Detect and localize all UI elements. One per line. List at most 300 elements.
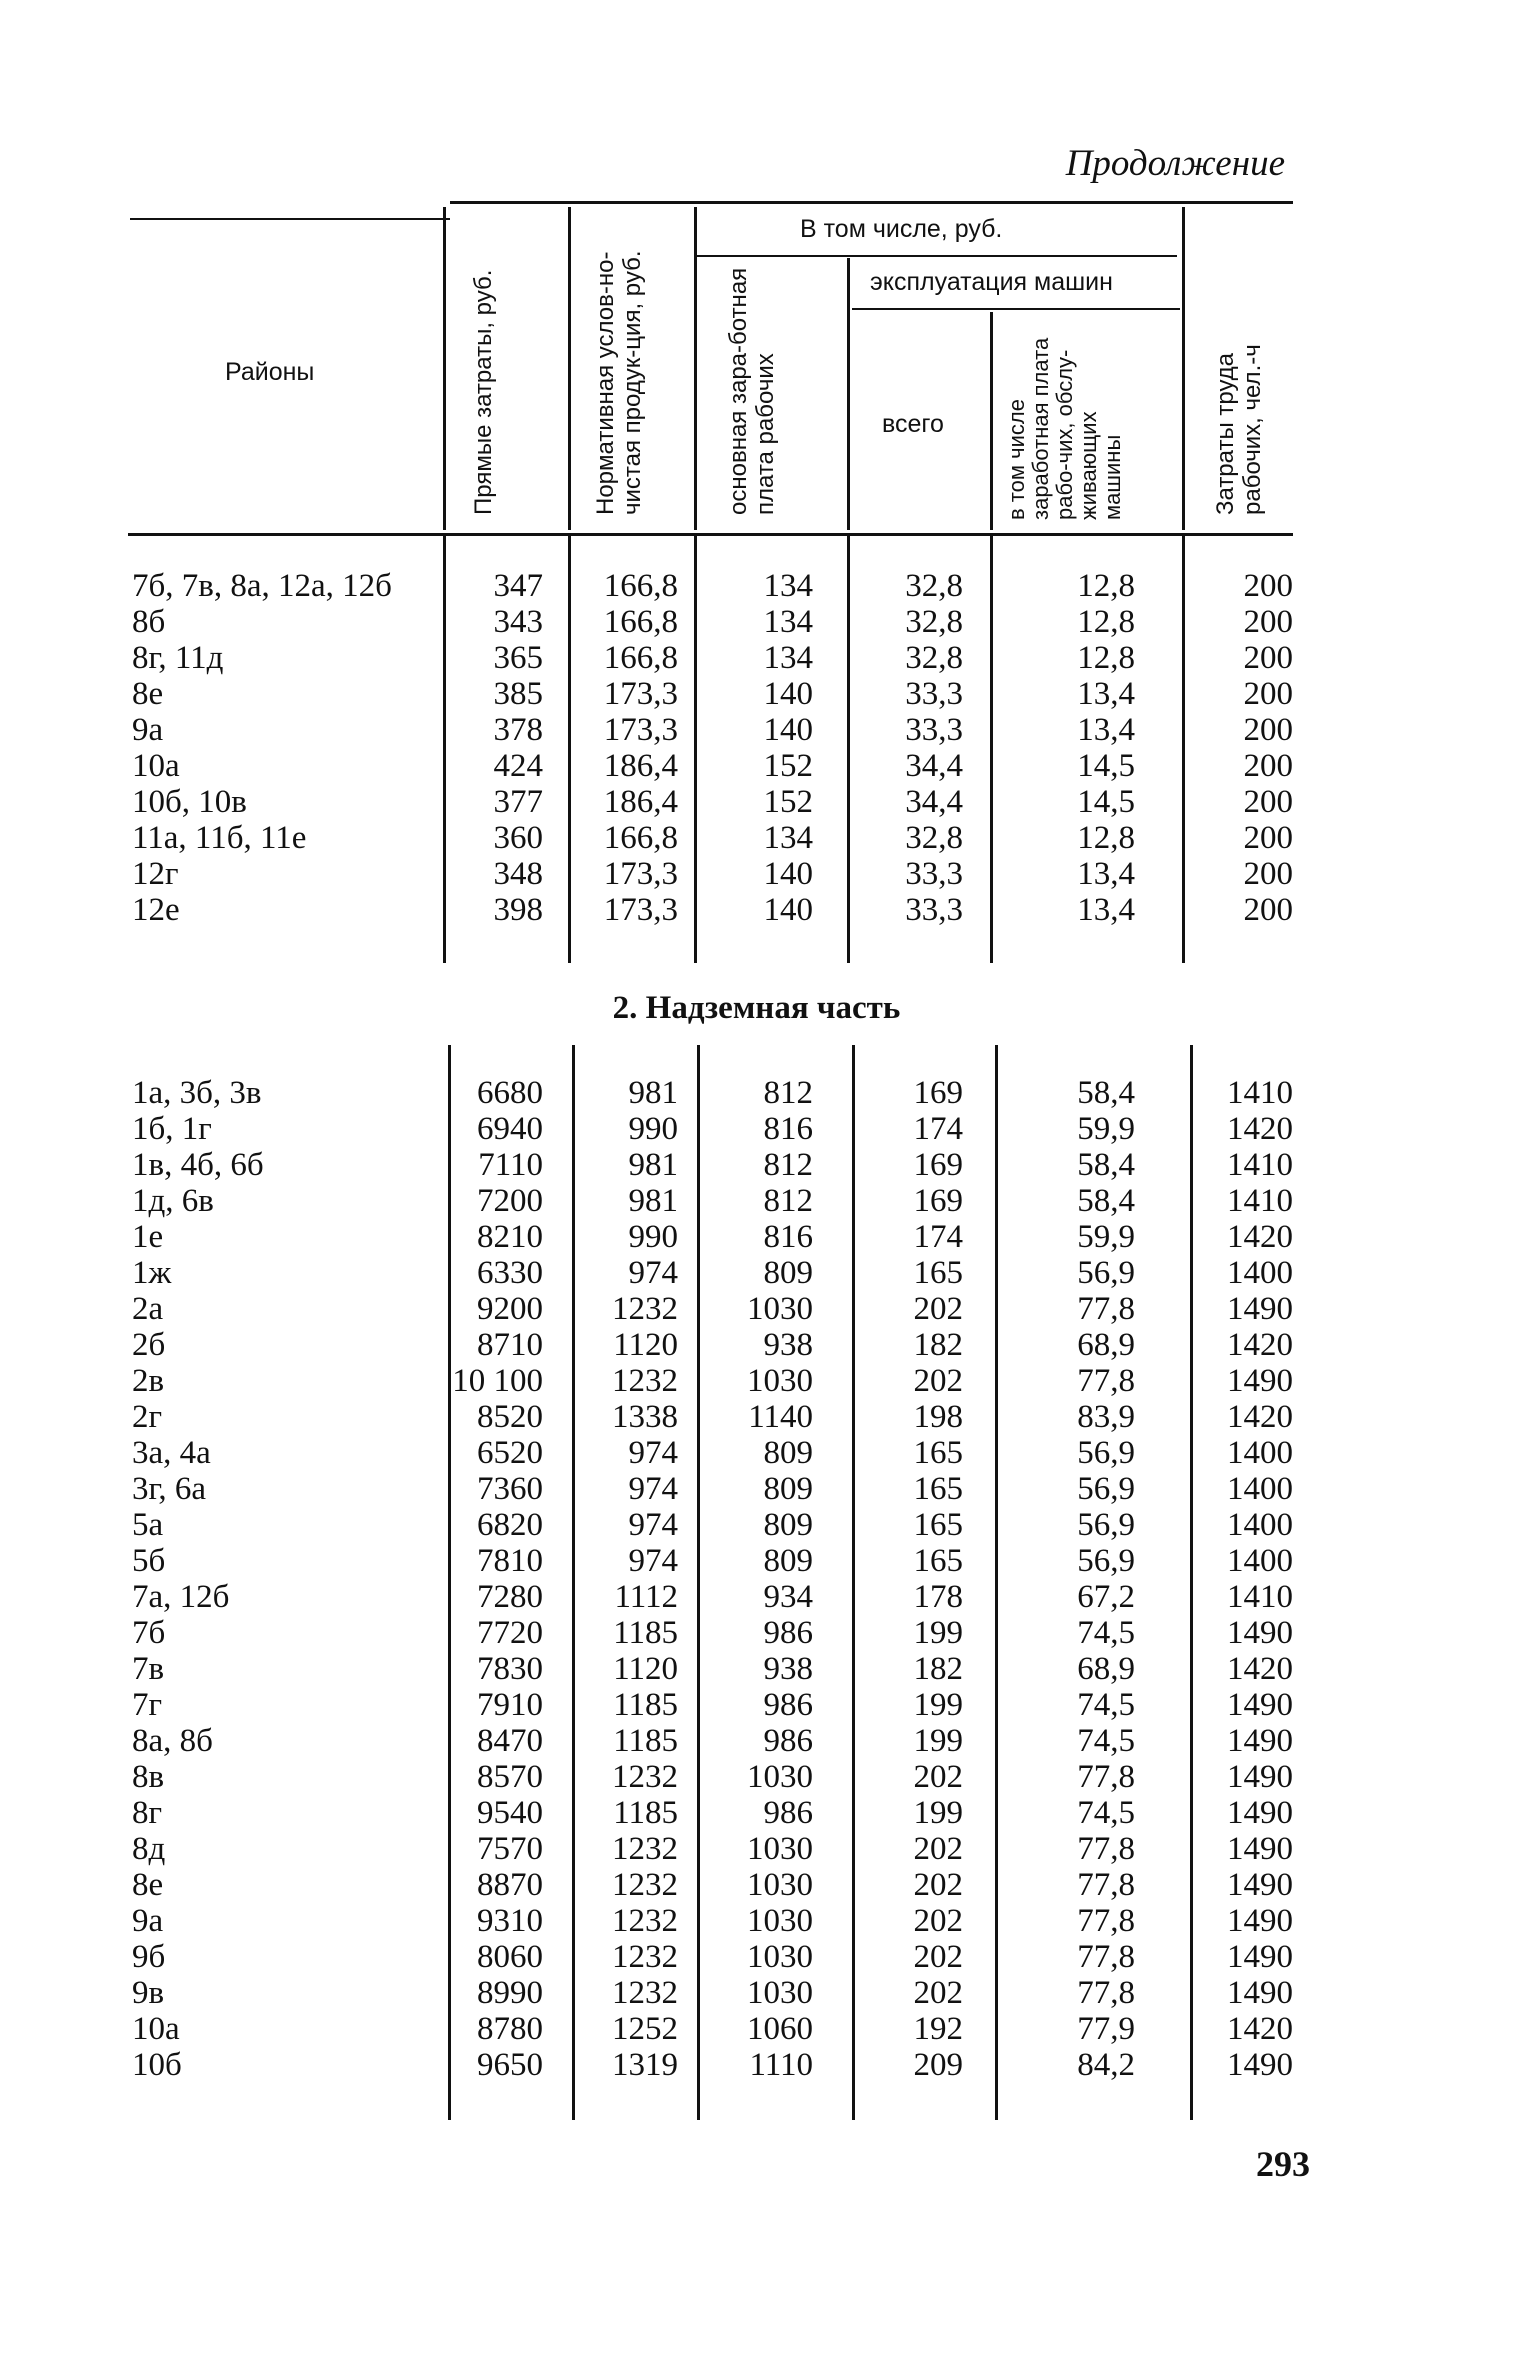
cell-base-wages: 812: [763, 1147, 813, 1183]
including-header: В том числе, руб.: [800, 215, 1003, 243]
cell-machines-total: 199: [913, 1687, 963, 1723]
cell-machines-total: 169: [913, 1075, 963, 1111]
cell-base-wages: 140: [763, 712, 813, 748]
cell-base-wages: 1030: [747, 1363, 813, 1399]
cell-labor: 1490: [1227, 1687, 1293, 1723]
cell-labor: 1490: [1227, 1831, 1293, 1867]
cell-normative: 1112: [614, 1579, 678, 1615]
cell-labor: 200: [1243, 856, 1293, 892]
cell-normative: 1232: [612, 1867, 678, 1903]
cell-normative: 186,4: [603, 784, 678, 820]
cell-machines-total: 165: [913, 1435, 963, 1471]
table-row: [0, 604, 1513, 640]
cell-base-wages: 1140: [748, 1399, 813, 1435]
cell-normative: 974: [628, 1255, 678, 1291]
cell-direct-costs: 6940: [477, 1111, 543, 1147]
cell-base-wages: 140: [763, 676, 813, 712]
cell-normative: 981: [628, 1147, 678, 1183]
cell-direct-costs: 424: [493, 748, 543, 784]
table-row: [0, 1903, 1513, 1939]
machine-operation-header: эксплуатация машин: [870, 268, 1113, 296]
cell-labor: 1490: [1227, 2047, 1293, 2083]
table-row: [0, 748, 1513, 784]
table-row: [0, 676, 1513, 712]
table-row: [0, 1111, 1513, 1147]
cell-normative: 990: [628, 1111, 678, 1147]
cell-labor: 1420: [1227, 1327, 1293, 1363]
cell-machines-wages: 14,5: [1077, 748, 1135, 784]
cell-labor: 1490: [1227, 1939, 1293, 1975]
cell-district: 11а, 11б, 11е: [132, 820, 307, 856]
table-row: [0, 892, 1513, 928]
cell-district: 8д: [132, 1831, 166, 1867]
cell-district: 1е: [132, 1219, 164, 1255]
cell-normative: 1338: [612, 1399, 678, 1435]
top-rule-left: [130, 218, 450, 220]
cell-machines-total: 202: [913, 1759, 963, 1795]
cell-base-wages: 986: [763, 1795, 813, 1831]
cell-normative: 1232: [612, 1903, 678, 1939]
cell-district: 7б, 7в, 8а, 12а, 12б: [132, 568, 392, 604]
cell-normative: 1185: [613, 1795, 678, 1831]
cell-district: 8е: [132, 1867, 164, 1903]
cell-base-wages: 809: [763, 1435, 813, 1471]
cell-district: 3г, 6а: [132, 1471, 206, 1507]
cell-machines-wages: 68,9: [1077, 1327, 1135, 1363]
section1-table: [0, 568, 1513, 928]
cell-normative: 1232: [612, 1759, 678, 1795]
cell-base-wages: 934: [763, 1579, 813, 1615]
table-row: [0, 1975, 1513, 2011]
header-vline-1: [443, 207, 446, 530]
cell-district: 7в: [132, 1651, 165, 1687]
cell-base-wages: 1030: [747, 1903, 813, 1939]
section2-table: [0, 1075, 1513, 2083]
cell-normative: 166,8: [603, 568, 678, 604]
cell-labor: 1400: [1227, 1255, 1293, 1291]
cell-normative: 186,4: [603, 748, 678, 784]
table-row: [0, 1183, 1513, 1219]
table-row: [0, 1759, 1513, 1795]
cell-machines-wages: 77,8: [1077, 1903, 1135, 1939]
cell-district: 8б: [132, 604, 166, 640]
cell-district: 1ж: [132, 1255, 172, 1291]
cell-labor: 1410: [1227, 1183, 1293, 1219]
cell-direct-costs: 343: [493, 604, 543, 640]
cell-machines-wages: 74,5: [1077, 1615, 1135, 1651]
cell-normative: 173,3: [603, 856, 678, 892]
cell-district: 8а, 8б: [132, 1723, 213, 1759]
cell-machines-wages: 77,8: [1077, 1291, 1135, 1327]
cell-machines-total: 169: [913, 1147, 963, 1183]
cell-labor: 1420: [1227, 2011, 1293, 2047]
cell-base-wages: 816: [763, 1111, 813, 1147]
cell-machines-wages: 13,4: [1077, 712, 1135, 748]
table-row: [0, 1435, 1513, 1471]
cell-direct-costs: 6330: [477, 1255, 543, 1291]
cell-machines-total: 202: [913, 1867, 963, 1903]
cell-district: 2б: [132, 1327, 166, 1363]
table-row: [0, 1579, 1513, 1615]
cell-base-wages: 986: [763, 1723, 813, 1759]
cell-machines-wages: 68,9: [1077, 1651, 1135, 1687]
cell-machines-total: 33,3: [905, 712, 963, 748]
cell-machines-wages: 12,8: [1077, 568, 1135, 604]
section-title: 2. Надземная часть: [612, 990, 901, 1026]
cell-labor: 1490: [1227, 1363, 1293, 1399]
cell-machines-total: 32,8: [905, 604, 963, 640]
cell-direct-costs: 7720: [477, 1615, 543, 1651]
cell-base-wages: 152: [763, 748, 813, 784]
cell-machines-total: 202: [913, 1291, 963, 1327]
cell-labor: 1490: [1227, 1615, 1293, 1651]
cell-machines-total: 202: [913, 1903, 963, 1939]
cell-direct-costs: 9540: [477, 1795, 543, 1831]
page-number: 293: [1256, 2144, 1310, 2184]
cell-machines-wages: 13,4: [1077, 892, 1135, 928]
table-row: [0, 1075, 1513, 1111]
cell-machines-wages: 58,4: [1077, 1075, 1135, 1111]
cell-base-wages: 986: [763, 1615, 813, 1651]
cell-labor: 1490: [1227, 1291, 1293, 1327]
cell-base-wages: 134: [763, 640, 813, 676]
cell-normative: 173,3: [603, 892, 678, 928]
cell-machines-total: 33,3: [905, 892, 963, 928]
cell-district: 5а: [132, 1507, 164, 1543]
header-vline-4: [847, 258, 850, 530]
cell-machines-wages: 74,5: [1077, 1723, 1135, 1759]
cell-labor: 1400: [1227, 1507, 1293, 1543]
cell-labor: 200: [1243, 604, 1293, 640]
cell-machines-wages: 58,4: [1077, 1183, 1135, 1219]
cell-district: 10а: [132, 2011, 180, 2047]
cell-base-wages: 1030: [747, 1867, 813, 1903]
direct-costs-header: Прямые затраты, руб.: [470, 269, 497, 515]
table-row: [0, 820, 1513, 856]
cell-direct-costs: 8570: [477, 1759, 543, 1795]
cell-machines-wages: 12,8: [1077, 640, 1135, 676]
table-row: [0, 568, 1513, 604]
cell-direct-costs: 360: [493, 820, 543, 856]
cell-district: 8г, 11д: [132, 640, 224, 676]
cell-machines-total: 178: [913, 1579, 963, 1615]
table-row: [0, 1687, 1513, 1723]
table-row: [0, 784, 1513, 820]
cell-direct-costs: 8520: [477, 1399, 543, 1435]
cell-direct-costs: 347: [493, 568, 543, 604]
cell-machines-total: 165: [913, 1255, 963, 1291]
table-row: [0, 856, 1513, 892]
cell-machines-wages: 83,9: [1077, 1399, 1135, 1435]
cell-labor: 1410: [1227, 1075, 1293, 1111]
cell-direct-costs: 7810: [477, 1543, 543, 1579]
cell-normative: 990: [628, 1219, 678, 1255]
cell-direct-costs: 8870: [477, 1867, 543, 1903]
districts-header: Районы: [225, 358, 315, 386]
cell-district: 12г: [132, 856, 179, 892]
cell-base-wages: 809: [763, 1507, 813, 1543]
header-vline-3: [694, 207, 697, 530]
cell-direct-costs: 8210: [477, 1219, 543, 1255]
cell-normative: 173,3: [603, 712, 678, 748]
cell-district: 9а: [132, 1903, 164, 1939]
cell-machines-total: 32,8: [905, 820, 963, 856]
header-vline-5: [990, 312, 993, 530]
cell-direct-costs: 7830: [477, 1651, 543, 1687]
cell-district: 2а: [132, 1291, 164, 1327]
cell-base-wages: 1030: [747, 1939, 813, 1975]
normative-production-header: Нормативная услов-но-чистая продук-ция, руб.: [592, 250, 646, 515]
table-row: [0, 1399, 1513, 1435]
cell-direct-costs: 8470: [477, 1723, 543, 1759]
cell-machines-wages: 77,8: [1077, 1831, 1135, 1867]
cell-normative: 1232: [612, 1831, 678, 1867]
cell-labor: 200: [1243, 712, 1293, 748]
cell-direct-costs: 9310: [477, 1903, 543, 1939]
incl-wages-header: в том числе заработная плата рабо-чих, обслу-живающих машины: [1004, 337, 1125, 520]
cell-machines-wages: 13,4: [1077, 856, 1135, 892]
cell-machines-total: 165: [913, 1507, 963, 1543]
cell-normative: 1232: [612, 1975, 678, 2011]
cell-machines-total: 209: [913, 2047, 963, 2083]
cell-base-wages: 1030: [747, 1759, 813, 1795]
cell-normative: 1120: [613, 1651, 678, 1687]
cell-base-wages: 134: [763, 820, 813, 856]
cell-machines-wages: 13,4: [1077, 676, 1135, 712]
cell-labor: 200: [1243, 820, 1293, 856]
cell-base-wages: 812: [763, 1075, 813, 1111]
cell-normative: 981: [628, 1183, 678, 1219]
cell-normative: 974: [628, 1543, 678, 1579]
cell-direct-costs: 7110: [478, 1147, 543, 1183]
machines-underline: [852, 308, 1180, 310]
cell-base-wages: 986: [763, 1687, 813, 1723]
cell-normative: 1252: [612, 2011, 678, 2047]
header-vline-6: [1182, 207, 1185, 530]
cell-normative: 1120: [613, 1327, 678, 1363]
table-row: [0, 1723, 1513, 1759]
cell-machines-total: 34,4: [905, 748, 963, 784]
cell-district: 9б: [132, 1939, 166, 1975]
cell-machines-total: 202: [913, 1831, 963, 1867]
table-row: [0, 2047, 1513, 2083]
cell-machines-total: 182: [913, 1651, 963, 1687]
cell-machines-wages: 77,8: [1077, 1759, 1135, 1795]
cell-direct-costs: 7200: [477, 1183, 543, 1219]
table-row: [0, 1543, 1513, 1579]
cell-district: 1д, 6в: [132, 1183, 214, 1219]
cell-labor: 1420: [1227, 1111, 1293, 1147]
cell-district: 2в: [132, 1363, 165, 1399]
table-row: [0, 1471, 1513, 1507]
table-row: [0, 712, 1513, 748]
cell-base-wages: 152: [763, 784, 813, 820]
cell-machines-total: 199: [913, 1615, 963, 1651]
cell-labor: 1490: [1227, 1975, 1293, 2011]
cell-direct-costs: 6820: [477, 1507, 543, 1543]
cell-base-wages: 134: [763, 568, 813, 604]
cell-direct-costs: 7360: [477, 1471, 543, 1507]
cell-machines-wages: 74,5: [1077, 1795, 1135, 1831]
table-row: [0, 1147, 1513, 1183]
cell-direct-costs: 8710: [477, 1327, 543, 1363]
cell-district: 1в, 4б, 6б: [132, 1147, 264, 1183]
cell-district: 1а, 3б, 3в: [132, 1075, 262, 1111]
cell-base-wages: 1060: [747, 2011, 813, 2047]
header-vline-2: [568, 207, 571, 530]
cell-normative: 1185: [613, 1615, 678, 1651]
cell-machines-wages: 58,4: [1077, 1147, 1135, 1183]
cell-direct-costs: 385: [493, 676, 543, 712]
cell-labor: 200: [1243, 640, 1293, 676]
cell-base-wages: 140: [763, 892, 813, 928]
cell-district: 7б: [132, 1615, 166, 1651]
cell-machines-total: 174: [913, 1111, 963, 1147]
cell-labor: 1420: [1227, 1651, 1293, 1687]
cell-district: 3а, 4а: [132, 1435, 211, 1471]
cell-machines-total: 202: [913, 1363, 963, 1399]
cell-base-wages: 134: [763, 604, 813, 640]
cell-labor: 1420: [1227, 1219, 1293, 1255]
cell-district: 8в: [132, 1759, 165, 1795]
table-row: [0, 1219, 1513, 1255]
cell-machines-wages: 56,9: [1077, 1435, 1135, 1471]
cell-labor: 1410: [1227, 1579, 1293, 1615]
table-row: [0, 1291, 1513, 1327]
cell-base-wages: 140: [763, 856, 813, 892]
cell-normative: 1319: [612, 2047, 678, 2083]
cell-machines-wages: 77,8: [1077, 1363, 1135, 1399]
cell-machines-total: 33,3: [905, 676, 963, 712]
cell-normative: 166,8: [603, 640, 678, 676]
cell-machines-wages: 67,2: [1077, 1579, 1135, 1615]
cell-normative: 981: [628, 1075, 678, 1111]
cell-machines-wages: 77,8: [1077, 1867, 1135, 1903]
table-row: [0, 1795, 1513, 1831]
cell-machines-wages: 14,5: [1077, 784, 1135, 820]
cell-labor: 200: [1243, 676, 1293, 712]
cell-base-wages: 938: [763, 1327, 813, 1363]
including-underline: [697, 255, 1177, 257]
cell-machines-wages: 77,9: [1077, 2011, 1135, 2047]
cell-machines-wages: 56,9: [1077, 1543, 1135, 1579]
cell-normative: 1232: [612, 1363, 678, 1399]
cell-machines-total: 192: [913, 2011, 963, 2047]
cell-base-wages: 1030: [747, 1975, 813, 2011]
cell-direct-costs: 398: [493, 892, 543, 928]
cell-district: 10б, 10в: [132, 784, 247, 820]
cell-normative: 166,8: [603, 820, 678, 856]
cell-machines-total: 182: [913, 1327, 963, 1363]
cell-district: 10б: [132, 2047, 182, 2083]
cell-direct-costs: 9650: [477, 2047, 543, 2083]
cell-base-wages: 1110: [749, 2047, 813, 2083]
cell-direct-costs: 8780: [477, 2011, 543, 2047]
cell-direct-costs: 377: [493, 784, 543, 820]
cell-base-wages: 809: [763, 1543, 813, 1579]
cell-direct-costs: 6520: [477, 1435, 543, 1471]
cell-base-wages: 809: [763, 1255, 813, 1291]
cell-labor: 1490: [1227, 1759, 1293, 1795]
cell-machines-total: 174: [913, 1219, 963, 1255]
cell-direct-costs: 365: [493, 640, 543, 676]
cell-machines-wages: 59,9: [1077, 1111, 1135, 1147]
cell-machines-total: 165: [913, 1543, 963, 1579]
cell-machines-total: 199: [913, 1795, 963, 1831]
table-row: [0, 1651, 1513, 1687]
cell-direct-costs: 378: [493, 712, 543, 748]
cell-base-wages: 812: [763, 1183, 813, 1219]
cell-direct-costs: 6680: [477, 1075, 543, 1111]
table-row: [0, 640, 1513, 676]
header-bottom-rule: [128, 533, 1293, 536]
cell-machines-total: 34,4: [905, 784, 963, 820]
table-row: [0, 1615, 1513, 1651]
cell-direct-costs: 7280: [477, 1579, 543, 1615]
base-wages-header: основная зара-ботная плата рабочих: [725, 267, 779, 515]
table-row: [0, 1327, 1513, 1363]
table-row: [0, 1363, 1513, 1399]
cell-direct-costs: 8990: [477, 1975, 543, 2011]
cell-base-wages: 1030: [747, 1291, 813, 1327]
cell-machines-total: 198: [913, 1399, 963, 1435]
cell-labor: 1490: [1227, 1867, 1293, 1903]
cell-base-wages: 1030: [747, 1831, 813, 1867]
cell-direct-costs: 8060: [477, 1939, 543, 1975]
table-row: [0, 1939, 1513, 1975]
cell-machines-total: 33,3: [905, 856, 963, 892]
cell-machines-total: 32,8: [905, 568, 963, 604]
cell-labor: 1490: [1227, 1903, 1293, 1939]
cell-machines-wages: 56,9: [1077, 1507, 1135, 1543]
cell-machines-wages: 59,9: [1077, 1219, 1135, 1255]
cell-direct-costs: 7570: [477, 1831, 543, 1867]
cell-normative: 974: [628, 1507, 678, 1543]
cell-machines-wages: 12,8: [1077, 820, 1135, 856]
cell-normative: 1232: [612, 1291, 678, 1327]
cell-district: 12е: [132, 892, 180, 928]
cell-machines-wages: 56,9: [1077, 1471, 1135, 1507]
cell-direct-costs: 348: [493, 856, 543, 892]
top-rule: [450, 201, 1293, 204]
cell-labor: 1420: [1227, 1399, 1293, 1435]
cell-machines-total: 169: [913, 1183, 963, 1219]
cell-labor: 200: [1243, 784, 1293, 820]
table-row: [0, 1255, 1513, 1291]
cell-normative: 1185: [613, 1687, 678, 1723]
cell-direct-costs: 7910: [477, 1687, 543, 1723]
table-row: [0, 1867, 1513, 1903]
cell-district: 1б, 1г: [132, 1111, 212, 1147]
cell-labor: 1400: [1227, 1435, 1293, 1471]
cell-district: 9а: [132, 712, 164, 748]
cell-normative: 166,8: [603, 604, 678, 640]
cell-machines-total: 199: [913, 1723, 963, 1759]
cell-labor: 200: [1243, 748, 1293, 784]
cell-normative: 974: [628, 1471, 678, 1507]
cell-machines-wages: 77,8: [1077, 1939, 1135, 1975]
cell-labor: 200: [1243, 568, 1293, 604]
cell-machines-wages: 12,8: [1077, 604, 1135, 640]
cell-machines-total: 165: [913, 1471, 963, 1507]
cell-district: 2г: [132, 1399, 163, 1435]
cell-district: 8г: [132, 1795, 163, 1831]
cell-normative: 1185: [613, 1723, 678, 1759]
cell-machines-total: 32,8: [905, 640, 963, 676]
cell-district: 9в: [132, 1975, 165, 2011]
cell-machines-wages: 56,9: [1077, 1255, 1135, 1291]
table-row: [0, 2011, 1513, 2047]
